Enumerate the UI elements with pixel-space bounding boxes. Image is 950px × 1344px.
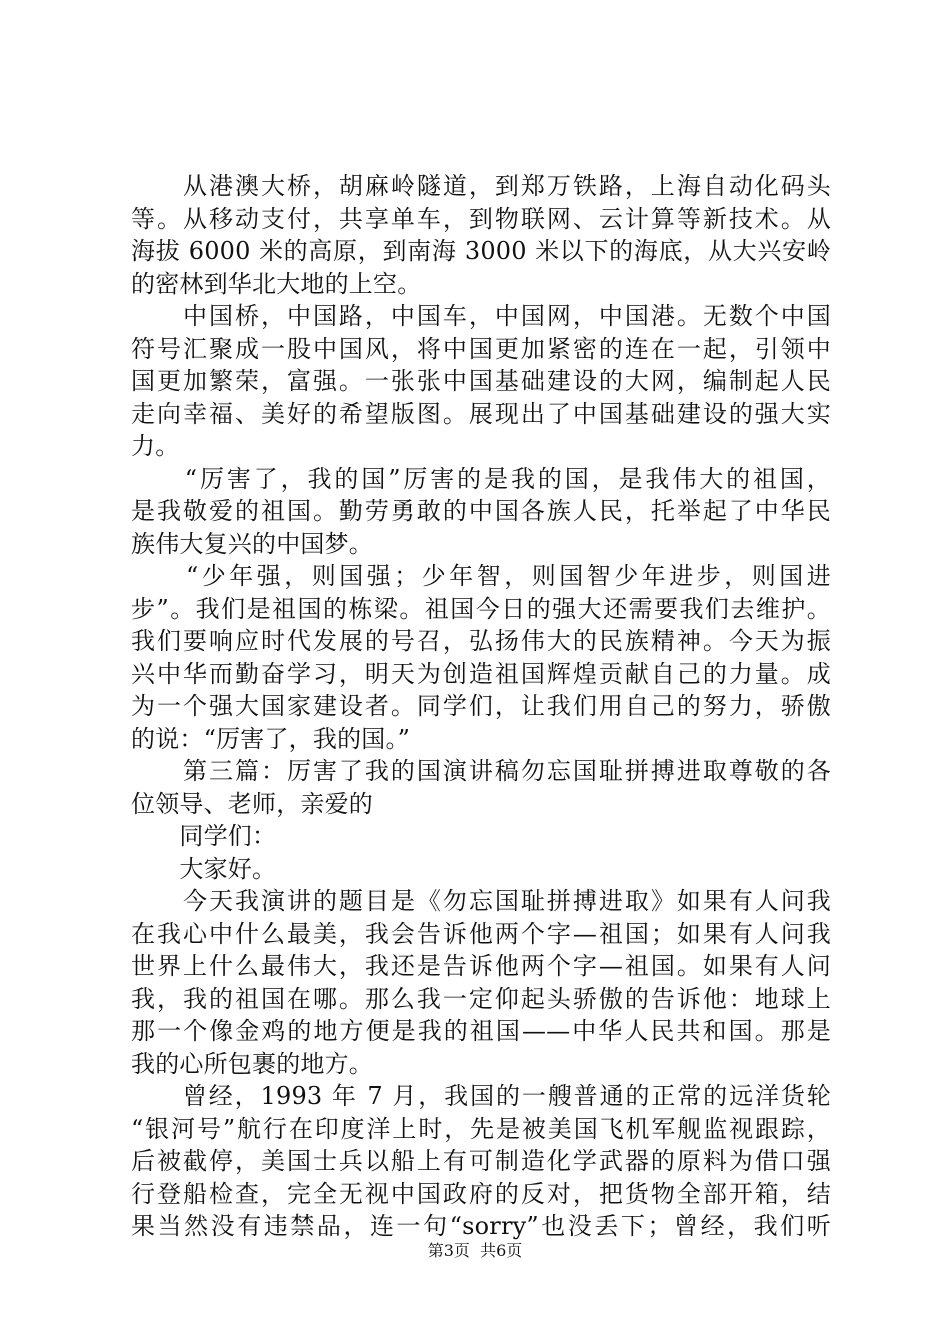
text-line: 在我心中什么最美，我会告诉他两个字—祖国；如果有人问我 bbox=[131, 919, 831, 948]
text-line: 我，我的祖国在哪。那么我一定仰起头骄傲的告诉他：地球上 bbox=[131, 984, 831, 1013]
page-number-total: 共6页 bbox=[480, 1241, 523, 1260]
document-body bbox=[131, 170, 831, 1243]
text-line: 后被截停，美国士兵以船上有可制造化学武器的原料为借口强 bbox=[131, 1147, 831, 1175]
text-line: 同学们： bbox=[131, 822, 277, 850]
footer-spacer bbox=[470, 1241, 480, 1260]
text-line: 世界上什么最伟大，我还是告诉他两个字—祖国。如果有人问 bbox=[131, 952, 831, 980]
text-line: 位领导、老师，亲爱的 bbox=[131, 789, 373, 818]
text-line: 国更加繁荣，富强。一张张中国基础建设的大网，编制起人民 bbox=[131, 367, 831, 395]
text-line: 等。从移动支付，共享单车，到物联网、云计算等新技术。从 bbox=[131, 204, 831, 233]
text-line: 兴中华而勤奋学习，明天为创造祖国辉煌贡献自己的力量。成 bbox=[131, 659, 831, 688]
text-line: 的说：“厉害了，我的国。” bbox=[131, 724, 411, 753]
text-line: 为一个强大国家建设者。同学们，让我们用自己的努力，骄傲 bbox=[131, 692, 831, 720]
text-line: 行登船检查，完全无视中国政府的反对，把货物全部开箱，结 bbox=[131, 1179, 831, 1208]
text-line: 第三篇：厉害了我的国演讲稿勿忘国耻拼搏进取尊敬的各 bbox=[131, 757, 831, 785]
text-line: “厉害了，我的国”厉害的是我的国，是我伟大的祖国， bbox=[131, 464, 831, 493]
text-line: 我的心所包裹的地方。 bbox=[131, 1049, 373, 1078]
page-footer bbox=[0, 1240, 950, 1262]
text-line: 我们要响应时代发展的号召，弘扬伟大的民族精神。今天为振 bbox=[131, 627, 831, 655]
text-line: 走向幸福、美好的希望版图。展现出了中国基础建设的强大实 bbox=[131, 399, 831, 428]
text-line: 中国桥，中国路，中国车，中国网，中国港。无数个中国 bbox=[131, 302, 831, 330]
text-line: 大家好。 bbox=[131, 854, 277, 883]
text-line: 的密林到华北大地的上空。 bbox=[131, 269, 422, 298]
text-line: 力。 bbox=[131, 432, 180, 460]
text-line: 符号汇聚成一股中国风，将中国更加紧密的连在一起，引领中 bbox=[131, 334, 831, 363]
text-line: 果当然没有违禁品，连一句“sorry”也没丢下；曾经，我们听 bbox=[131, 1212, 831, 1240]
text-line: 那一个像金鸡的地方便是我的祖国——中华人民共和国。那是 bbox=[131, 1017, 831, 1045]
text-line: 是我敬爱的祖国。勤劳勇敢的中国各族人民，托举起了中华民 bbox=[131, 497, 831, 525]
text-line: 曾经，1993 年 7 月，我国的一艘普通的正常的远洋货轮 bbox=[131, 1082, 831, 1110]
text-line: 海拔 6000 米的高原，到南海 3000 米以下的海底，从大兴安岭 bbox=[131, 237, 831, 265]
text-line: “少年强，则国强；少年智，则国智少年进步，则国进 bbox=[131, 562, 831, 590]
text-line: 今天我演讲的题目是《勿忘国耻拼搏进取》如果有人问我 bbox=[131, 887, 831, 915]
text-line: 族伟大复兴的中国梦。 bbox=[131, 529, 373, 558]
text-line: 步”。我们是祖国的栋梁。祖国今日的强大还需要我们去维护。 bbox=[131, 594, 831, 623]
page-number-current: 第3页 bbox=[427, 1241, 470, 1260]
text-line: “银河号”航行在印度洋上时，先是被美国飞机军舰监视跟踪， bbox=[131, 1114, 831, 1143]
text-line: 从港澳大桥，胡麻岭隧道，到郑万铁路，上海自动化码头 bbox=[131, 172, 831, 200]
